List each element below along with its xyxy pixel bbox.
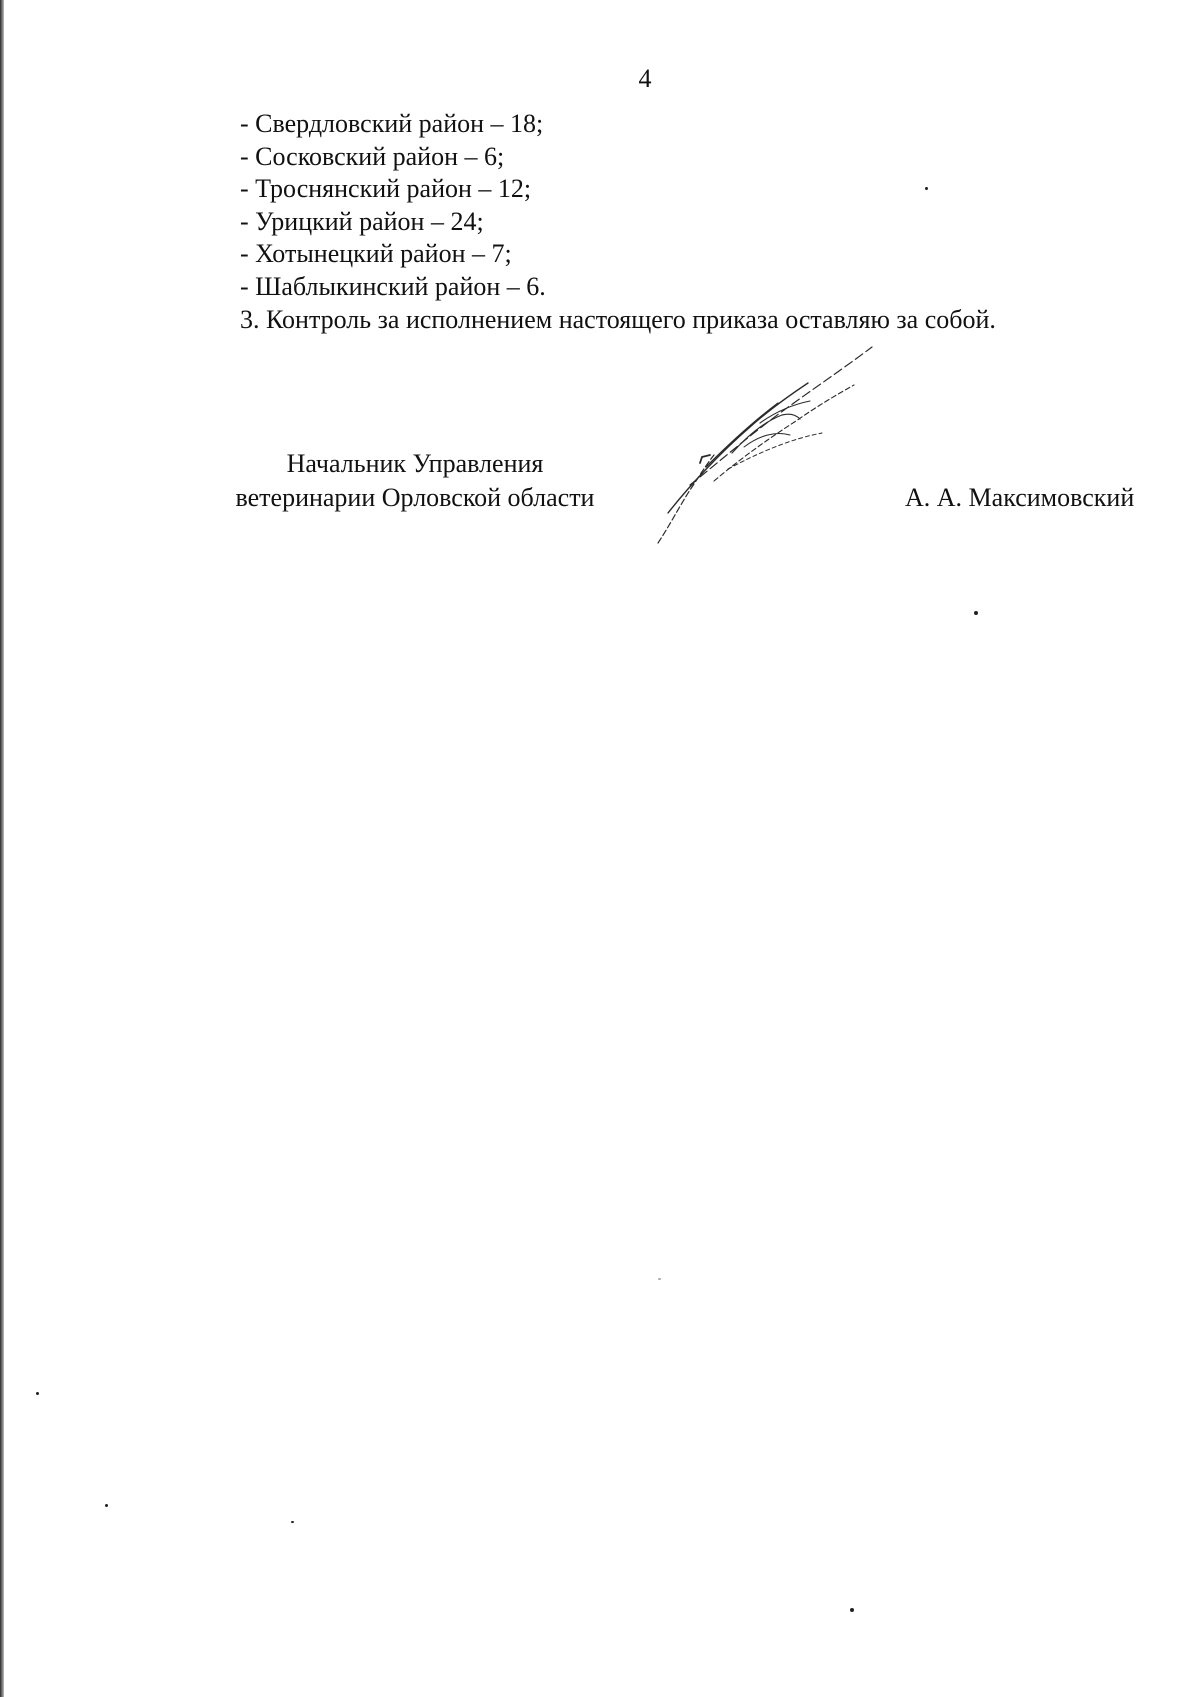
signer-title-line-1: Начальник Управления xyxy=(286,449,544,478)
scan-speck xyxy=(36,1392,39,1395)
signer-title-line-2: ветеринарии Орловской области xyxy=(235,483,595,512)
scan-edge xyxy=(0,0,4,1697)
signer-title xyxy=(200,447,630,515)
list-item: - Свердловский район – 18; xyxy=(240,109,544,138)
scan-speck xyxy=(105,1504,108,1507)
scan-speck xyxy=(974,611,978,615)
district-list xyxy=(240,108,546,303)
scan-speck xyxy=(850,1608,854,1612)
closing-clause: 3. Контроль за исполнением настоящего приказа оставляю за собой. xyxy=(240,305,996,334)
scan-speck xyxy=(291,1521,294,1523)
list-item: - Хотынецкий район – 7; xyxy=(240,239,512,268)
signer-name: А. А. Максимовский xyxy=(905,483,1135,512)
list-item: - Троснянский район – 12; xyxy=(240,174,532,203)
handwritten-signature xyxy=(640,335,940,545)
scan-speck xyxy=(925,187,928,190)
list-item: - Сосковский район – 6; xyxy=(240,141,505,171)
page-number: 4 xyxy=(638,64,652,93)
list-item: - Шаблыкинский район – 6. xyxy=(240,271,546,301)
list-item: - Урицкий район – 24; xyxy=(240,206,484,236)
scan-speck xyxy=(658,1278,661,1280)
